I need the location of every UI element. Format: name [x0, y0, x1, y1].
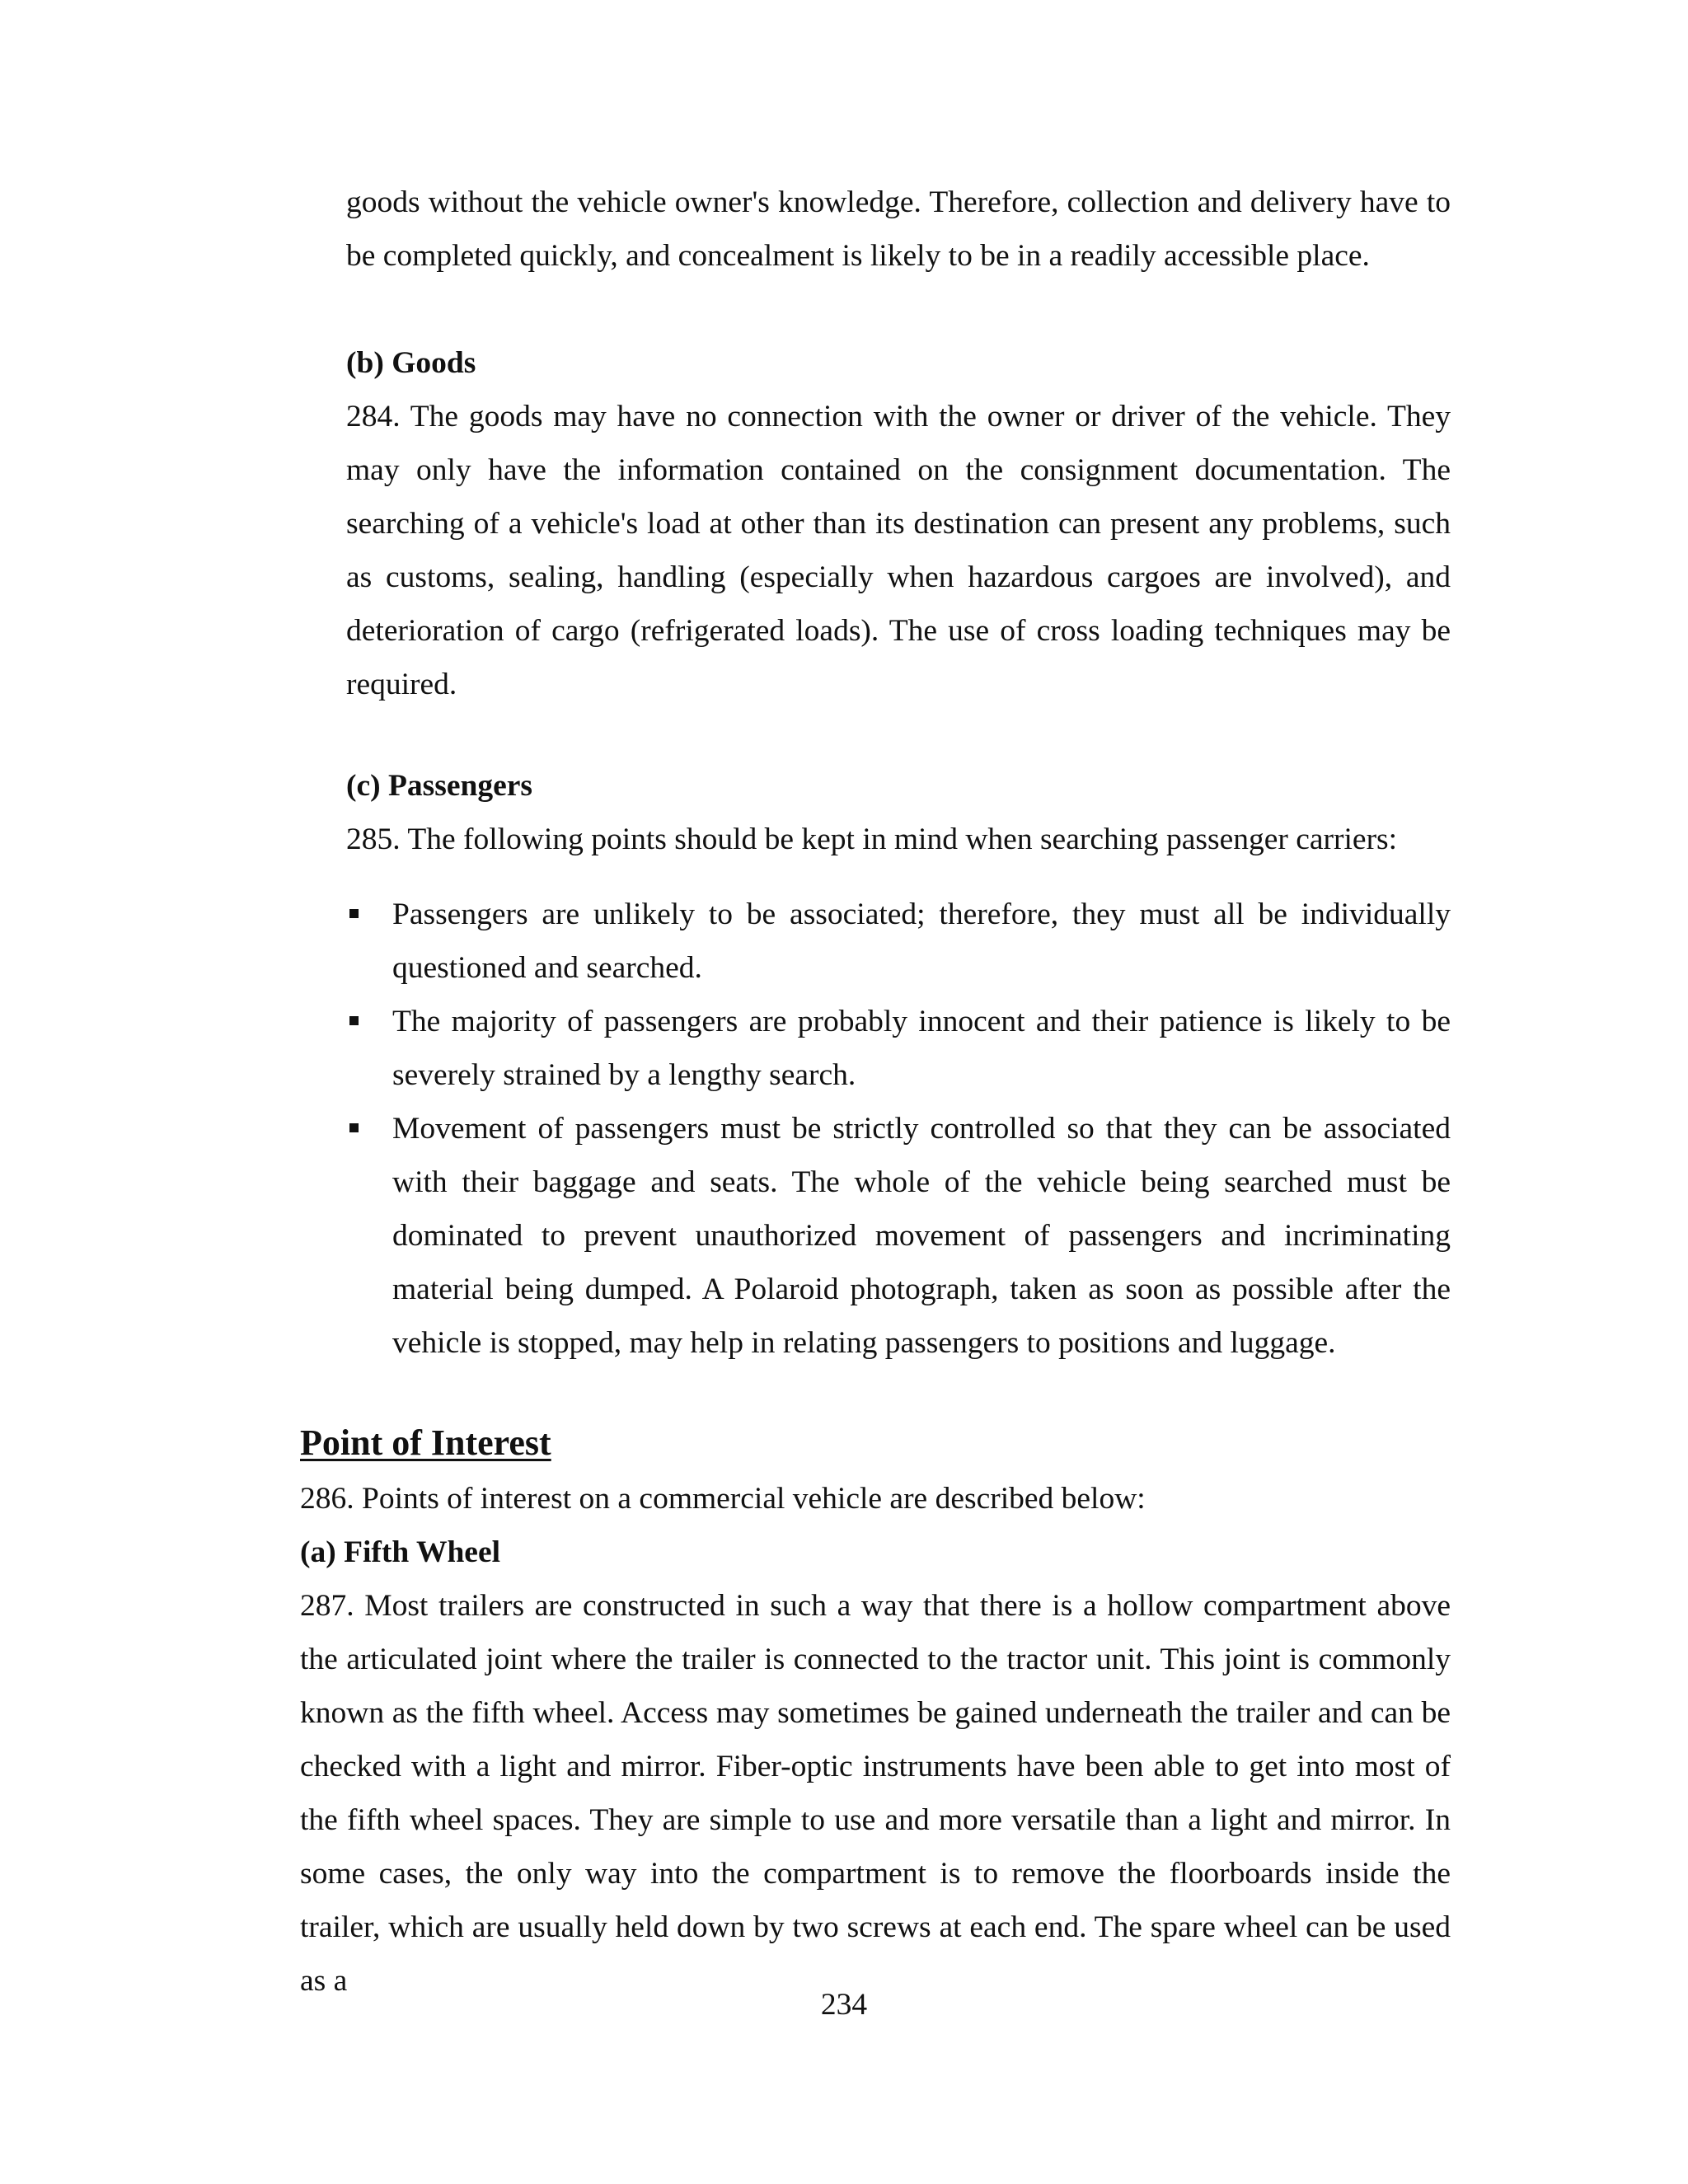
list-item — [346, 995, 1451, 1102]
section-intro: 286. Points of interest on a commercial vehicle are described below: — [300, 1482, 1146, 1516]
square-bullet-icon — [349, 1123, 359, 1132]
bullet-text: Movement of passengers must be strictly controlled so that they can be associated with their baggage and seats. The whole of the vehicle being searched must be dominated to prevent unauthorized movement of passengers and incriminating material being dumped. A Polaroid photograph, taken as soon as possible after the vehicle is stopped, may help in relating passengers to positions and luggage. — [392, 1112, 1451, 1360]
passengers-section — [346, 759, 1451, 866]
goods-paragraph: 284. The goods may have no connection with the owner or driver of the vehicle. They may only have the information contained on the consignment documentation. The searching of a vehicle's load at other than its destination can present any problems, such as customs, sealing, handling (especially when hazardous cargoes are involved), and deterioration of cargo (refrigerated loads). The use of cross loading techniques may be required. — [346, 400, 1451, 701]
continuation-block — [346, 176, 1451, 283]
continuation-paragraph: goods without the vehicle owner's knowledge. Therefore, collection and delivery have to be completed quickly, and concealment is likely to be in a readily accessible place. — [346, 185, 1451, 273]
section-title: Point of Interest — [300, 1422, 551, 1463]
bullet-text: The majority of passengers are probably innocent and their patience is likely to be severely strained by a lengthy search. — [392, 1005, 1451, 1092]
point-of-interest-section — [300, 1414, 1451, 2008]
goods-heading: (b) Goods — [346, 346, 476, 380]
passengers-paragraph: 285. The following points should be kept in mind when searching passenger carriers: — [346, 823, 1398, 856]
passenger-bullet-list — [346, 888, 1451, 1370]
fifth-wheel-paragraph: 287. Most trailers are constructed in such a way that there is a hollow compartment above the articulated joint where the trailer is connected to the tractor unit. This joint is commonly known as the fifth wheel. Access may sometimes be gained underneath the trailer and can be checked with a light and mirror. Fiber-optic instruments have been able to get into most of the fifth wheel spaces. They are simple to use and more versatile than a light and mirror. In some cases, the only way into the compartment is to remove the floorboards inside the trailer, which are usually held down by two screws at each end. The spare wheel can be used as a — [300, 1589, 1451, 1998]
goods-section — [346, 336, 1451, 711]
bullet-text: Passengers are unlikely to be associated; therefore, they must all be individually questioned and searched. — [392, 898, 1451, 985]
list-item — [346, 1102, 1451, 1370]
list-item — [346, 888, 1451, 995]
fifth-wheel-heading: (a) Fifth Wheel — [300, 1535, 501, 1569]
square-bullet-icon — [349, 909, 359, 918]
square-bullet-icon — [349, 1016, 359, 1025]
passengers-heading: (c) Passengers — [346, 769, 532, 803]
page-number: 234 — [820, 1988, 868, 2022]
